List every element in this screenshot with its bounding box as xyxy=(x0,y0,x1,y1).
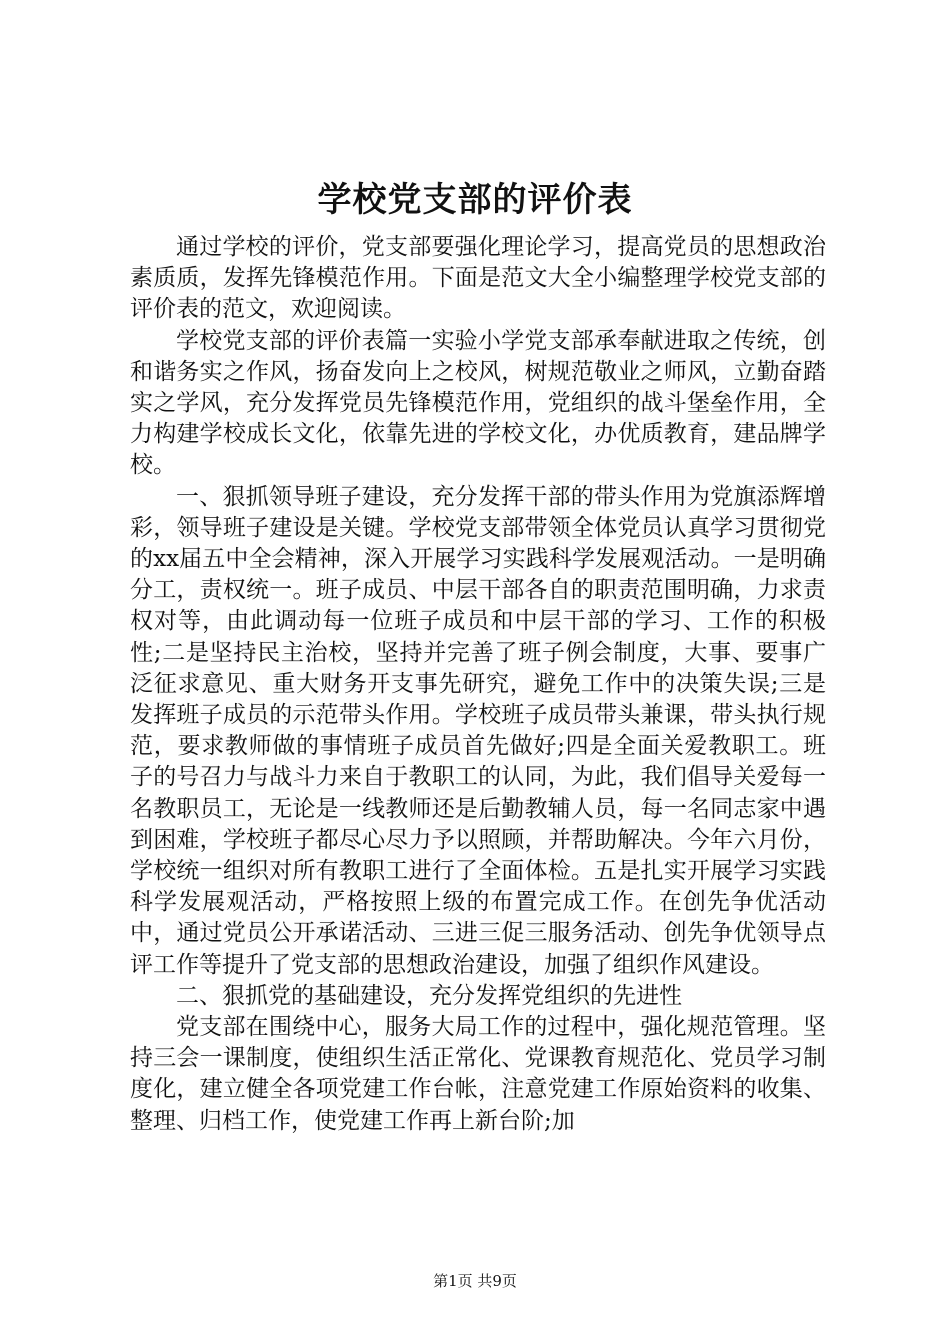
page-footer: 第1页 共9页 xyxy=(433,1272,517,1290)
paragraph-intro: 通过学校的评价，党支部要强化理论学习，提高党员的思想政治素质质，发挥先锋模范作用。下面是范文大全小编整理学校党支部的评价表的范文，欢迎阅读。 xyxy=(130,234,826,323)
paragraph-section-two-heading: 二、狠抓党的基础建设，充分发挥党组织的先进性 xyxy=(176,982,682,1009)
document-body xyxy=(130,232,826,1137)
paragraph-section-two-body: 党支部在围绕中心，服务大局工作的过程中，强化规范管理。坚持三会一课制度，使组织生活正常化、党课教育规范化、党员学习制度化，建立健全各项党建工作台帐，注意党建工作原始资料的收集、整理、归档工作，使党建工作再上新台阶;加 xyxy=(130,1014,826,1134)
document-title: 学校党支部的评价表 xyxy=(317,180,633,220)
paragraph-part-one: 学校党支部的评价表篇一实验小学党支部承奉献进取之传统，创和谐务实之作风，扬奋发向上之校风，树规范敬业之师风，立勤奋踏实之学风，充分发挥党员先锋模范作用，党组织的战斗堡垒作用，全力构建学校成长文化，依靠先进的学校文化，办优质教育，建品牌学校。 xyxy=(130,327,826,479)
paragraph-section-one: 一、狠抓领导班子建设，充分发挥干部的带头作用为党旗添辉增彩，领导班子建设是关键。学校党支部带领全体党员认真学习贯彻党的xx届五中全会精神，深入开展学习实践科学发展观活动。一是明确分工，责权统一。班子成员、中层干部各自的职责范围明确，力求责权对等，由此调动每一位班子成员和中层干部的学习、工作的积极性;二是坚持民主治校，坚持并完善了班子例会制度，大事、要事广泛征求意见、重大财务开支事先研究，避免工作中的决策失误;三是发挥班子成员的示范带头作用。学校班子成员带头兼课，带头执行规范，要求教师做的事情班子成员首先做好;四是全面关爱教职工。班子的号召力与战斗力来自于教职工的认同，为此，我们倡导关爱每一名教职员工，无论是一线教师还是后勤教辅人员，每一名同志家中遇到困难，学校班子都尽心尽力予以照顾，并帮助解决。今年六月份，学校统一组织对所有教职工进行了全面体检。五是扎实开展学习实践科学发展观活动，严格按照上级的布置完成工作。在创先争优活动中，通过党员公开承诺活动、三进三促三服务活动、创先争优领导点评工作等提升了党支部的思想政治建设，加强了组织作风建设。 xyxy=(130,483,826,978)
